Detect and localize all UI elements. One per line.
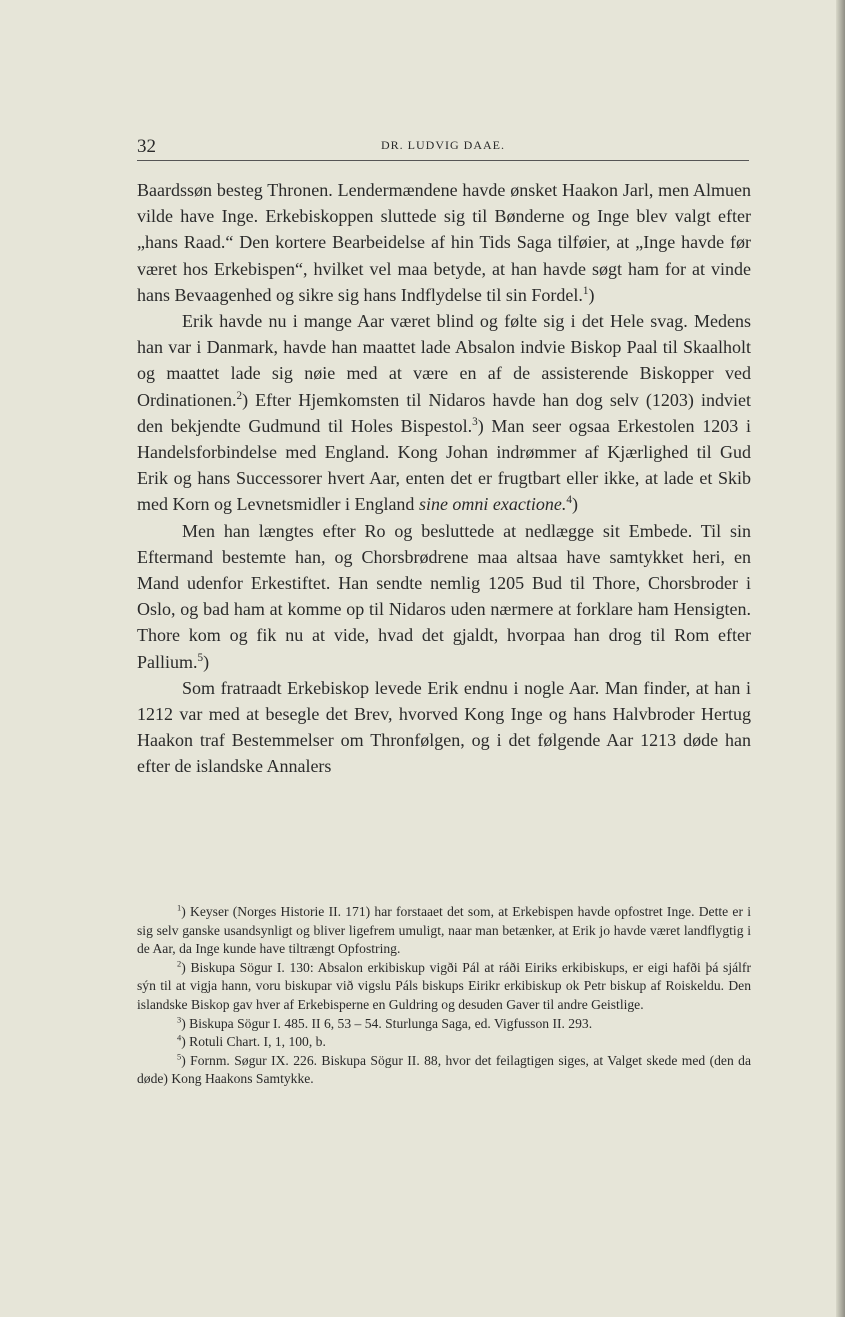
- paragraph-text: ): [203, 651, 210, 672]
- footnote-mark-paren: ): [181, 959, 191, 975]
- footnote-mark-paren: ): [181, 1034, 190, 1050]
- footnotes: [137, 903, 751, 1089]
- footnote-reference: 3: [472, 415, 478, 428]
- footnote-reference: 5: [197, 651, 204, 664]
- footnote: [137, 1033, 751, 1052]
- body-paragraph: [137, 675, 751, 780]
- footnote-mark-paren: ): [181, 904, 190, 919]
- footnote-reference: 4: [566, 494, 572, 507]
- paragraph-text: ): [571, 494, 578, 515]
- footnote-mark: 3: [177, 1014, 182, 1025]
- paragraph-text: ) Efter Hjemkomsten til Nidaros havde han dog selv (1203) indviet den bekjendte Gudmund til Holes Bispestol.: [137, 389, 751, 436]
- footnote: [137, 903, 751, 959]
- footnote-mark-paren: ): [181, 1015, 190, 1031]
- footnote: [137, 1015, 751, 1034]
- body-text: [137, 177, 751, 780]
- footnote-text: Keyser (Norges Historie II. 171) har forstaaet det som, at Erkebispen havde opfostret Inge. Dette er i sig selv ganske usandsynligt og bliver ligefrem umuligt, naar man betænker, at Erik jo havde været landflygtig i de Aar, da Inge kunde have tiltrængt Opfostring.: [137, 904, 751, 957]
- page-number: 32: [137, 136, 156, 157]
- page-edge-shadow: [836, 0, 845, 1317]
- paragraph-text: Baardssøn besteg Thronen. Lendermændene havde ønsket Haakon Jarl, men Almuen vilde have Inge. Erkebiskoppen sluttede sig til Bønderne og Inge blev valgt efter „hans Raad.“ Den kortere Bearbeidelse af hin Tids Saga tilføier, at „Inge havde før været hos Erkebispen“, hvilket vel maa betyde, at han havde søgt ham for at vinde hans Bevaagenhed og sikre sig hans Indflydelse til sin Fordel.: [137, 180, 751, 305]
- footnote-mark: 1: [177, 902, 182, 913]
- footnote: [137, 1052, 751, 1089]
- footnote-mark-paren: ): [181, 1052, 191, 1068]
- body-paragraph: [137, 177, 751, 308]
- paragraph-text: Men han længtes efter Ro og besluttede at nedlægge sit Embede. Til sin Eftermand bestemte han, og Chorsbrødrene maa altsaa have samtykket heri, en Mand udenfor Erkestiftet. Han sendte nemlig 1205 Bud til Thore, Chorsbroder i Oslo, og bad ham at komme op til Nidaros uden nærmere at forklare ham Hensigten. Thore kom og fik nu at vide, hvad det gjaldt, hvorpaa han drog til Rom efter Pallium.: [137, 520, 751, 672]
- paragraph-text: Som fratraadt Erkebiskop levede Erik endnu i nogle Aar. Man finder, at han i 1212 var med at besegle det Brev, hvorved Kong Inge og hans Halvbroder Hertug Haakon traf Bestemmelser om Thronfølgen, og i det følgende Aar 1213 døde han efter de islandske Annalers: [137, 677, 751, 777]
- body-paragraph: [137, 308, 751, 518]
- running-head: DR. LUDVIG DAAE.: [381, 138, 505, 152]
- footnote-text: Biskupa Sögur I. 485. II 6, 53 – 54. Sturlunga Saga, ed. Vigfusson II. 293.: [189, 1015, 593, 1031]
- footnote-mark: 2: [177, 958, 182, 969]
- paragraph-text: Erik havde nu i mange Aar været blind og følte sig i det Hele svag. Medens han var i Danmark, havde han maattet lade Absalon indvie Biskop Paal til Skaalholt og maattet lade sig nøie med at være en af de assisterende Biskopper ved Ordinationen.: [137, 311, 751, 410]
- page-header: [137, 134, 749, 161]
- footnote: [137, 959, 751, 1015]
- body-paragraph: [137, 518, 751, 675]
- paragraph-text: ): [588, 284, 595, 305]
- italic-phrase: sine omni exactione.: [418, 494, 567, 515]
- footnote-text: Biskupa Sögur I. 130: Absalon erkibiskup vigði Pál at ráði Eiriks erkibiskups, er eigi hafði þá sjálfr sýn til at vigja hann, voru biskupar við vigslu Páls biskups Eirikr erkibiskup ok Petr biskup af Roiskeldu. Den islandske Biskop gav hver af Erkebisperne en Guldring og desuden Gaver til andre Geistlige.: [137, 959, 751, 1012]
- footnote-text: Fornm. Søgur IX. 226. Biskupa Sögur II. 88, hvor det feilagtigen siges, at Valget skede med (den da døde) Kong Haakons Samtykke.: [137, 1052, 751, 1087]
- footnote-reference: 2: [236, 389, 243, 402]
- footnote-reference: 1: [582, 284, 589, 297]
- footnote-mark: 5: [177, 1051, 182, 1062]
- footnote-mark: 4: [177, 1032, 182, 1043]
- paragraph-text: ) Man seer ogsaa Erkestolen 1203 i Handelsforbindelse med England. Kong Johan indrømmer af Kjærlighed til Gud Erik og hans Successorer hvert Aar, enten det er frugtbart eller ikke, at lade et Skib med Korn og Levnetsmidler i England: [137, 415, 751, 515]
- footnote-text: Rotuli Chart. I, 1, 100, b.: [189, 1034, 326, 1050]
